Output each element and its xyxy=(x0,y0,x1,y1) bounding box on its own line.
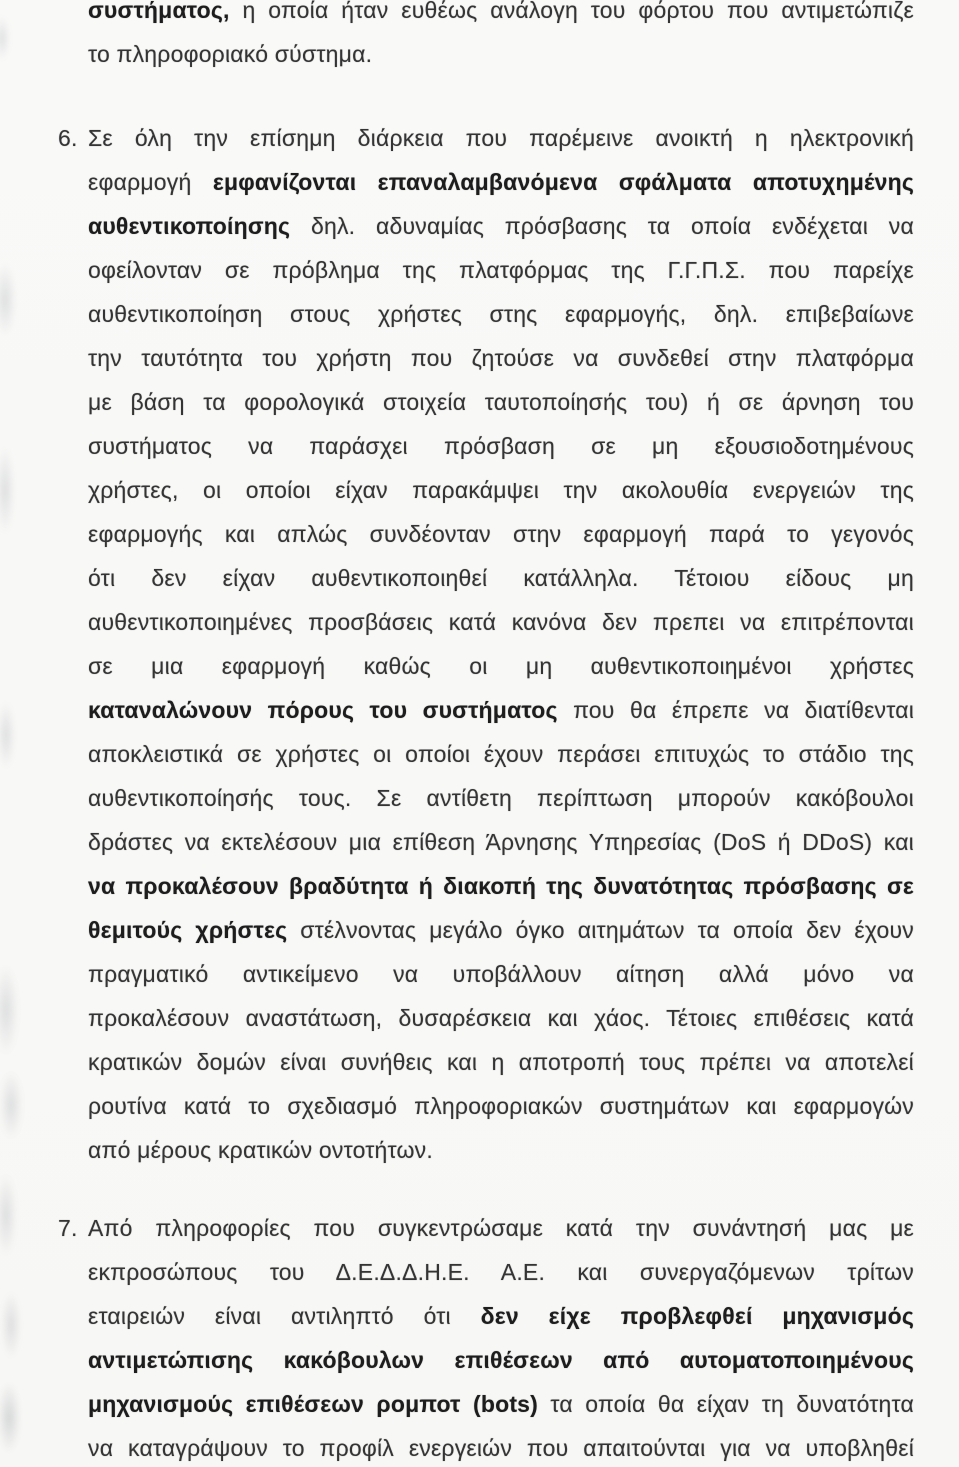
scan-smudge xyxy=(0,690,18,780)
list-item-6 xyxy=(58,116,915,1172)
scan-smudge xyxy=(0,1370,24,1465)
text-line xyxy=(88,1294,914,1338)
text-block xyxy=(58,0,915,1467)
body-text: αυθεντικοποίησής τους. Σε αντίθετη περίπτωση μπορούν κακόβουλοι xyxy=(88,785,914,811)
text-line xyxy=(88,512,914,556)
text-line xyxy=(88,1084,914,1128)
body-text: πραγματικό αντικείμενο να υποβάλλουν αίτηση αλλά μόνο να xyxy=(88,961,914,987)
body-text: από μέρους κρατικών οντοτήτων. xyxy=(88,1137,433,1163)
body-text: αυθεντικοποιημένες προσβάσεις κατά κανόνα δεν πρεπει να επιτρέπονται xyxy=(88,609,914,635)
scan-smudge xyxy=(0,1280,24,1370)
body-text: την ταυτότητα του χρήστη που ζητούσε να συνδεθεί στην πλατφόρμα xyxy=(88,345,914,371)
text-line xyxy=(88,204,914,248)
body-text: που θα έπρεπε να διατίθενται xyxy=(557,697,915,723)
body-text: προκαλέσουν αναστάτωση, δυσαρέσκεια και χάος. Τέτοιες επιθέσεις κατά xyxy=(88,1005,914,1031)
text-line xyxy=(88,732,914,776)
list-item-7 xyxy=(58,1206,915,1467)
text-line xyxy=(88,864,914,908)
text-line xyxy=(88,1128,914,1172)
text-line xyxy=(88,688,914,732)
bold-text: αντιμετώπισης κακόβουλων επιθέσεων από αυτοματοποιημένους xyxy=(88,1347,914,1373)
text-line xyxy=(88,996,914,1040)
text-line xyxy=(88,820,914,864)
text-line xyxy=(88,424,914,468)
body-text: τα οποία θα είχαν τη δυνατότητα xyxy=(538,1391,915,1417)
text-line xyxy=(88,1338,914,1382)
bold-text: συστήματος, xyxy=(88,0,230,23)
bold-text: να προκαλέσουν βραδύτητα ή διακοπή της δυνατότητας πρόσβασης σε xyxy=(88,873,914,899)
text-line xyxy=(88,1206,914,1250)
text-line xyxy=(88,1250,914,1294)
bold-text: μηχανισμούς επιθέσεων ρομποτ (bots) xyxy=(88,1391,539,1417)
text-line xyxy=(88,160,914,204)
text-line xyxy=(88,292,914,336)
bold-text: αυθεντικοποίησης xyxy=(88,213,291,239)
text-line xyxy=(88,644,914,688)
body-text: η οποία ήταν ευθέως ανάλογη του φόρτου που αντιμετώπιζε xyxy=(229,0,914,23)
scan-smudge xyxy=(0,1160,20,1270)
body-text: δηλ. αδυναμίας πρόσβασης τα οποία ενδέχεται να xyxy=(290,213,914,239)
scan-smudge xyxy=(0,950,22,1070)
text-line xyxy=(88,776,914,820)
body-text: δράστες να εκτελέσουν μια επίθεση Άρνησης Υπηρεσίας (DoS ή DDoS) και xyxy=(88,829,914,855)
body-text: Από πληροφορίες που συγκεντρώσαμε κατά την συνάντησή μας με xyxy=(88,1215,914,1241)
body-text: Σε όλη την επίσημη διάρκεια που παρέμεινε ανοικτή η ηλεκτρονική xyxy=(88,125,914,151)
item-number: 7. xyxy=(58,1215,78,1241)
body-text: το πληροφοριακό σύστημα. xyxy=(88,41,373,67)
body-text: εταιρειών είναι αντιληπτό ότι xyxy=(88,1303,481,1329)
carryover-paragraph xyxy=(88,0,914,76)
scan-smudge xyxy=(0,1060,26,1150)
body-text: ότι δεν είχαν αυθεντικοποιηθεί κατάλληλα. Τέτοιου είδους μη xyxy=(88,565,914,591)
text-line xyxy=(88,336,914,380)
text-line xyxy=(88,1382,914,1426)
text-line xyxy=(88,1040,914,1084)
scan-smudge xyxy=(0,250,20,350)
scan-smudge xyxy=(0,8,12,68)
body-text: να καταγράψουν το προφίλ ενεργειών που απαιτούνται για να υποβληθεί xyxy=(88,1435,914,1461)
text-line xyxy=(88,380,914,424)
text-line xyxy=(88,32,914,76)
body-text: ρουτίνα κατά το σχεδιασμό πληροφοριακών συστημάτων και εφαρμογών xyxy=(88,1093,914,1119)
body-text: με βάση τα φορολογικά στοιχεία ταυτοποίησής του) ή σε άρνηση του xyxy=(88,389,914,415)
text-line xyxy=(88,116,914,160)
text-line xyxy=(88,1426,914,1467)
body-text: εκπροσώπους του Δ.Ε.Δ.Δ.Η.Ε. Α.Ε. και συνεργαζόμενων τρίτων xyxy=(88,1259,914,1285)
bold-text: εμφανίζονται επαναλαμβανόμενα σφάλματα αποτυχημένης xyxy=(212,169,914,195)
text-line xyxy=(88,468,914,512)
body-text: κρατικών δομών είναι συνήθεις και η αποτροπή τους πρέπει να αποτελεί xyxy=(88,1049,914,1075)
text-line xyxy=(88,248,914,292)
body-text: αυθεντικοποίηση στους χρήστες στης εφαρμογής, δηλ. επιβεβαίωνε xyxy=(88,301,914,327)
item-number: 6. xyxy=(58,125,78,151)
text-line xyxy=(88,908,914,952)
body-text: εφαρμογή xyxy=(88,169,213,195)
body-text: οφείλονταν σε πρόβλημα της πλατφόρμας της Γ.Γ.Π.Σ. που παρείχε xyxy=(88,257,914,283)
text-line xyxy=(88,556,914,600)
scan-smudge xyxy=(0,430,18,550)
text-line xyxy=(88,952,914,996)
body-text: αποκλειστικά σε χρήστες οι οποίοι έχουν περάσει επιτυχώς το στάδιο της xyxy=(88,741,914,767)
body-text: εφαρμογής και απλώς συνδέονταν στην εφαρμογή παρά το γεγονός xyxy=(88,521,914,547)
text-line xyxy=(88,600,914,644)
body-text: σε μια εφαρμογή καθώς οι μη αυθεντικοποιημένοι χρήστες xyxy=(88,653,914,679)
body-text: στέλνοντας μεγάλο όγκο αιτημάτων τα οποία δεν έχουν xyxy=(287,917,914,943)
bold-text: καταναλώνουν πόρους του συστήματος xyxy=(88,697,558,723)
bold-text: δεν είχε προβλεφθεί μηχανισμός xyxy=(480,1303,914,1329)
body-text: συστήματος να παράσχει πρόσβαση σε μη εξουσιοδοτημένους xyxy=(88,433,914,459)
bold-text: θεμιτούς χρήστες xyxy=(88,917,288,943)
text-line xyxy=(88,0,914,32)
body-text: χρήστες, οι οποίοι είχαν παρακάμψει την ακολουθία ενεργειών της xyxy=(88,477,914,503)
